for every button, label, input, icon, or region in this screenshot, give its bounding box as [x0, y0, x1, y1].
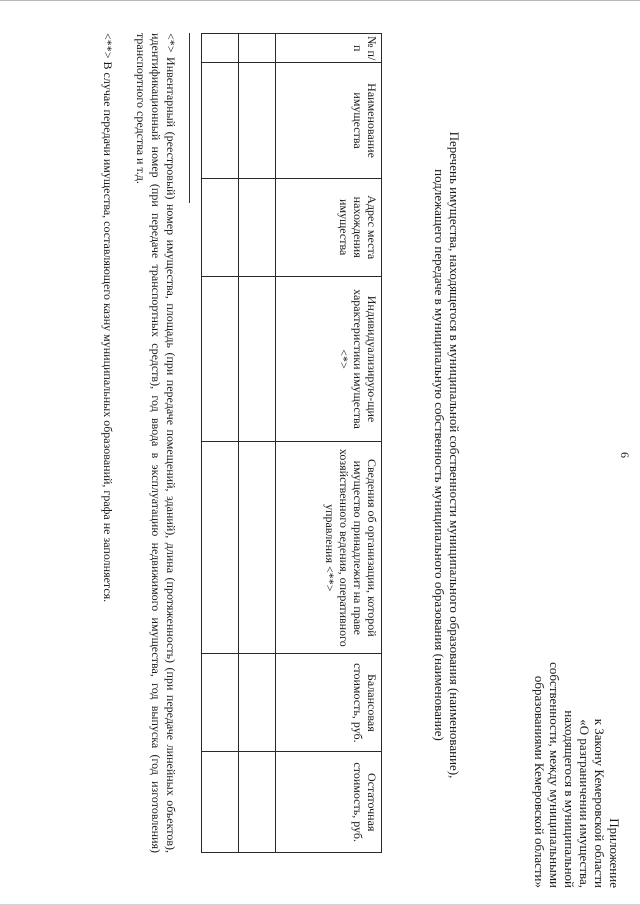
table-row: [202, 34, 239, 853]
table-cell: [239, 442, 276, 654]
table-header-row: [276, 34, 382, 853]
column-header-number: № п/п: [276, 34, 382, 63]
table-cell: [239, 654, 276, 752]
column-header-balance-value: Балансовая стоимость, руб.: [276, 654, 382, 752]
footnote-second: <**> В случае передачи имущества, составляющего казну муниципальных образований, графа не заполняется.: [101, 33, 115, 603]
table-cell: [239, 178, 276, 276]
table-cell: [202, 752, 239, 853]
page-number: 6: [618, 452, 632, 458]
heading-line-1: Перечень имущества, находящегося в муниципальной собственности муниципального образования (наименование),: [447, 131, 462, 779]
appendix-line: находящегося в муниципальной: [562, 710, 577, 888]
appendix-line: Приложение: [607, 818, 622, 888]
property-table: [201, 33, 382, 853]
column-header-residual-value: Остаточная стоимость, руб.: [276, 752, 382, 853]
heading-line-2: подлежащего передаче в муниципальную собственность муниципального образования (наименование): [432, 169, 447, 741]
appendix-line: к Закону Кемеровской области: [592, 718, 607, 888]
appendix-line: собственности, между муниципальными: [547, 662, 562, 888]
column-header-name: Наименование имущества: [276, 63, 382, 178]
table-cell: [202, 63, 239, 178]
table-cell: [202, 178, 239, 276]
document-heading: [432, 110, 462, 800]
appendix-line: образованиями Кемеровской области»: [532, 675, 547, 888]
table-cell: [202, 276, 239, 442]
table-cell: [239, 63, 276, 178]
table-cell: [202, 34, 239, 63]
table-row: [239, 34, 276, 853]
column-header-organization: Сведения об организации, которой имущество принадлежит на праве хозяйственного ведения, оперативного управления <**>: [276, 442, 382, 654]
table-cell: [202, 442, 239, 654]
appendix-line: «О разграничении имущества,: [577, 719, 592, 888]
table-cell: [202, 654, 239, 752]
table-cell: [239, 34, 276, 63]
footnote-first: <*> Инвентарный (реестровый) номер имущества, площадь (при передаче помещений, зданий), длина (протяженность) (при передаче линейных объектов), идентификационный номер (при передаче транспортных средств), год ввода в эксплуатацию недвижимого имущества, год выпуска (год изготовления) транспортного средства и т.д.: [134, 33, 178, 853]
table-cell: [239, 752, 276, 853]
column-header-characteristics: Индивидуализирую-щие характеристики имущества <*>: [276, 276, 382, 442]
appendix-block: [532, 0, 622, 888]
footnote-separator: [189, 33, 190, 203]
column-header-address: Адрес места нахождения имущества: [276, 178, 382, 276]
table-cell: [239, 276, 276, 442]
